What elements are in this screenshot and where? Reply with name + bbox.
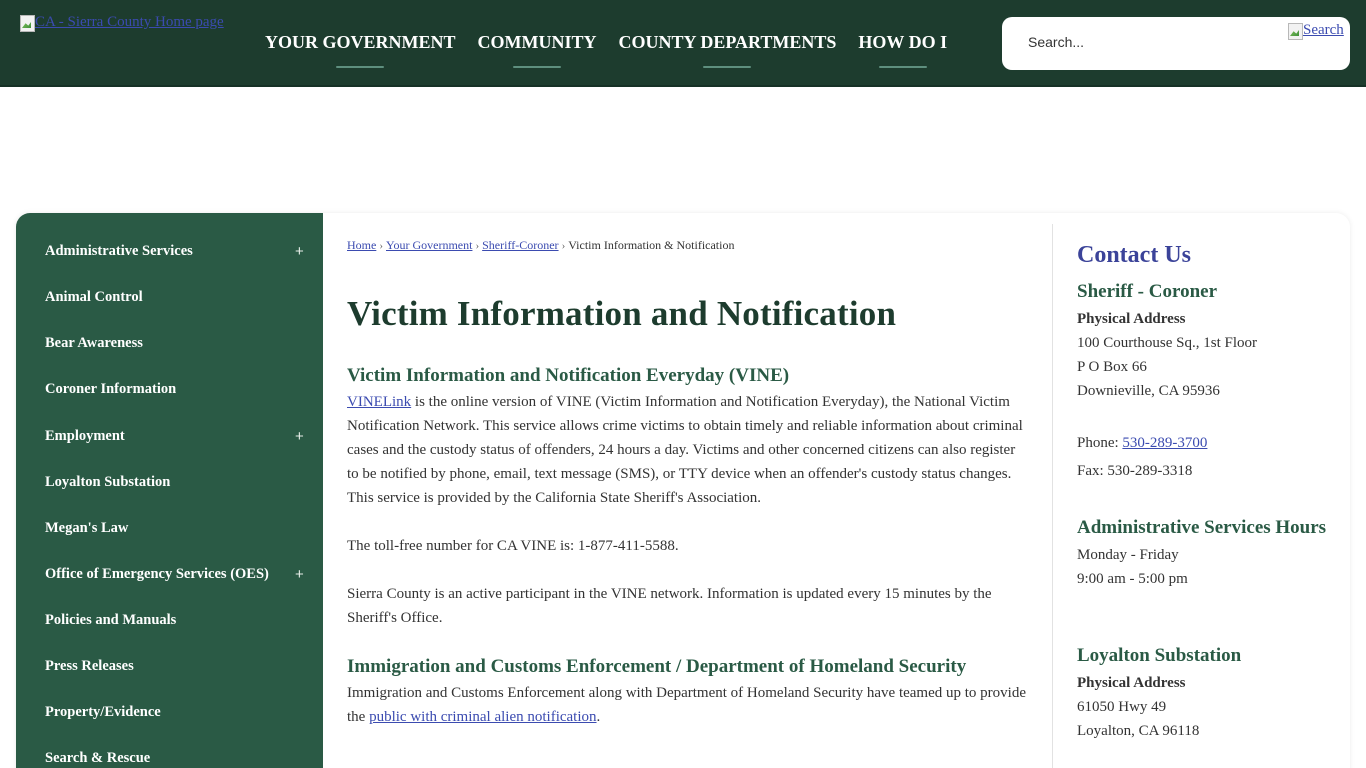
home-logo-link[interactable] bbox=[19, 14, 224, 32]
sidebar-item-property-evidence[interactable] bbox=[16, 689, 323, 735]
search-button[interactable] bbox=[1287, 22, 1344, 40]
admin-hours-heading: Administrative Services Hours bbox=[1077, 517, 1327, 538]
logo-alt-text: CA - Sierra County Home page bbox=[35, 14, 224, 30]
expand-plus-icon[interactable]: + bbox=[295, 427, 304, 445]
search-button-label: Search bbox=[1303, 22, 1344, 38]
address-line: Loyalton, CA 96118 bbox=[1077, 723, 1200, 739]
address-line: P O Box 66 bbox=[1077, 359, 1147, 375]
nav-your-government[interactable] bbox=[254, 0, 467, 87]
sidebar-item-label: Office of Emergency Services (OES) bbox=[45, 565, 269, 582]
ice-paragraph bbox=[347, 681, 1027, 729]
sidebar-item-label: Administrative Services bbox=[45, 242, 193, 259]
sidebar-item-label: Employment bbox=[45, 427, 125, 444]
nav-underline bbox=[703, 66, 751, 68]
column-divider bbox=[1052, 224, 1053, 768]
sidebar-item-animal-control[interactable] bbox=[16, 274, 323, 320]
breadcrumb-separator: › bbox=[475, 240, 480, 252]
address-line: 100 Courthouse Sq., 1st Floor bbox=[1077, 335, 1258, 351]
breadcrumb-your-government[interactable]: Your Government bbox=[386, 238, 473, 252]
fax-line: Fax: 530-289-3318 bbox=[1077, 463, 1193, 479]
breadcrumb bbox=[347, 238, 734, 253]
nav-community[interactable] bbox=[467, 0, 608, 87]
expand-plus-icon[interactable]: + bbox=[295, 242, 304, 260]
sidebar-item-label: Property/Evidence bbox=[45, 703, 161, 720]
hours-time: 9:00 am - 5:00 pm bbox=[1077, 571, 1188, 587]
address-line: Downieville, CA 95936 bbox=[1077, 383, 1220, 399]
sidebar-item-employment[interactable] bbox=[16, 413, 323, 459]
vine-text: is the online version of VINE (Victim Information and Notification Everyday), the National Victim Notification Network. This service allows crime victims to obtain timely and reliable information about criminal cases and the custody status of offenders, 24 hours a day. Victims and other concerned citizens can also register to be notified by phone, email, text message (SMS), or TTY device when an offender's custody status changes. This service is provided by the California State Sheriff's Association. bbox=[347, 394, 1023, 506]
main-content bbox=[347, 364, 1027, 729]
page-title: Victim Information and Notification bbox=[347, 294, 897, 333]
contact-us-title: Contact Us bbox=[1077, 242, 1191, 268]
search-icon bbox=[1287, 22, 1303, 40]
sidebar-item-administrative-services[interactable] bbox=[16, 228, 323, 274]
nav-label: HOW DO I bbox=[858, 32, 948, 52]
nav-how-do-i[interactable] bbox=[847, 0, 958, 87]
search-input[interactable] bbox=[1028, 34, 1278, 50]
criminal-alien-notification-link[interactable]: public with criminal alien notification bbox=[369, 709, 597, 725]
sidebar-item-search-rescue[interactable] bbox=[16, 735, 323, 768]
sidebar-item-press-releases[interactable] bbox=[16, 643, 323, 689]
nav-underline bbox=[513, 66, 561, 68]
vine-heading: Victim Information and Notification Everyday (VINE) bbox=[347, 365, 790, 386]
breadcrumb-current: Victim Information & Notification bbox=[568, 238, 735, 252]
site-header bbox=[0, 0, 1366, 87]
search-box bbox=[1002, 17, 1350, 70]
breadcrumb-home[interactable]: Home bbox=[347, 238, 377, 252]
nav-underline bbox=[336, 66, 384, 68]
ice-text: Immigration and Customs Enforcement along with Department of Homeland Security have teamed up to provide the bbox=[347, 685, 1026, 725]
main-nav bbox=[254, 0, 958, 87]
sidebar-item-label: Loyalton Substation bbox=[45, 473, 171, 490]
breadcrumb-separator: › bbox=[561, 240, 566, 252]
sidebar-item-policies-and-manuals[interactable] bbox=[16, 597, 323, 643]
broken-image-icon bbox=[19, 14, 35, 32]
nav-label: COMMUNITY bbox=[477, 32, 597, 52]
loyalton-heading: Loyalton Substation bbox=[1077, 645, 1242, 666]
nav-label: YOUR GOVERNMENT bbox=[265, 32, 456, 52]
nav-underline bbox=[879, 66, 927, 68]
expand-plus-icon[interactable]: + bbox=[295, 565, 304, 583]
sidebar-item-coroner-information[interactable] bbox=[16, 366, 323, 412]
vine-paragraph bbox=[347, 390, 1027, 510]
tollfree-paragraph: The toll-free number for CA VINE is: 1-877-411-5588. bbox=[347, 538, 679, 554]
ice-heading: Immigration and Customs Enforcement / Department of Homeland Security bbox=[347, 656, 967, 677]
contact-sidebar bbox=[1077, 238, 1327, 743]
hours-days: Monday - Friday bbox=[1077, 547, 1179, 563]
phone-label: Phone: bbox=[1077, 435, 1123, 451]
sidebar-item-label: Bear Awareness bbox=[45, 334, 143, 351]
vinelink-link[interactable]: VINELink bbox=[347, 394, 412, 410]
sidebar-nav bbox=[16, 213, 323, 768]
ice-text-end: . bbox=[596, 709, 601, 725]
participant-paragraph: Sierra County is an active participant in the VINE network. Information is updated every 15 minutes by the Sheriff's Office. bbox=[347, 586, 992, 626]
phone-line bbox=[1077, 431, 1327, 455]
sidebar-item-oes[interactable] bbox=[16, 551, 323, 597]
sidebar-item-loyalton-substation[interactable] bbox=[16, 459, 323, 505]
sheriff-coroner-heading: Sheriff - Coroner bbox=[1077, 281, 1218, 302]
sidebar-item-label: Press Releases bbox=[45, 657, 134, 674]
nav-label: COUNTY DEPARTMENTS bbox=[618, 32, 837, 52]
sidebar-item-label: Megan's Law bbox=[45, 519, 129, 536]
sidebar-item-label: Search & Rescue bbox=[45, 749, 151, 766]
sidebar-item-label: Policies and Manuals bbox=[45, 611, 177, 628]
breadcrumb-separator: › bbox=[379, 240, 383, 252]
sidebar-item-label: Animal Control bbox=[45, 288, 143, 305]
phone-link[interactable]: 530-289-3700 bbox=[1122, 435, 1208, 451]
nav-county-departments[interactable] bbox=[608, 0, 848, 87]
physical-address-label: Physical Address bbox=[1077, 675, 1186, 691]
physical-address-label: Physical Address bbox=[1077, 311, 1186, 327]
breadcrumb-sheriff-coroner[interactable]: Sheriff-Coroner bbox=[482, 238, 559, 252]
sidebar-item-bear-awareness[interactable] bbox=[16, 320, 323, 366]
sidebar-item-label: Coroner Information bbox=[45, 380, 177, 397]
address-line: 61050 Hwy 49 bbox=[1077, 699, 1167, 715]
sidebar-item-megans-law[interactable] bbox=[16, 505, 323, 551]
